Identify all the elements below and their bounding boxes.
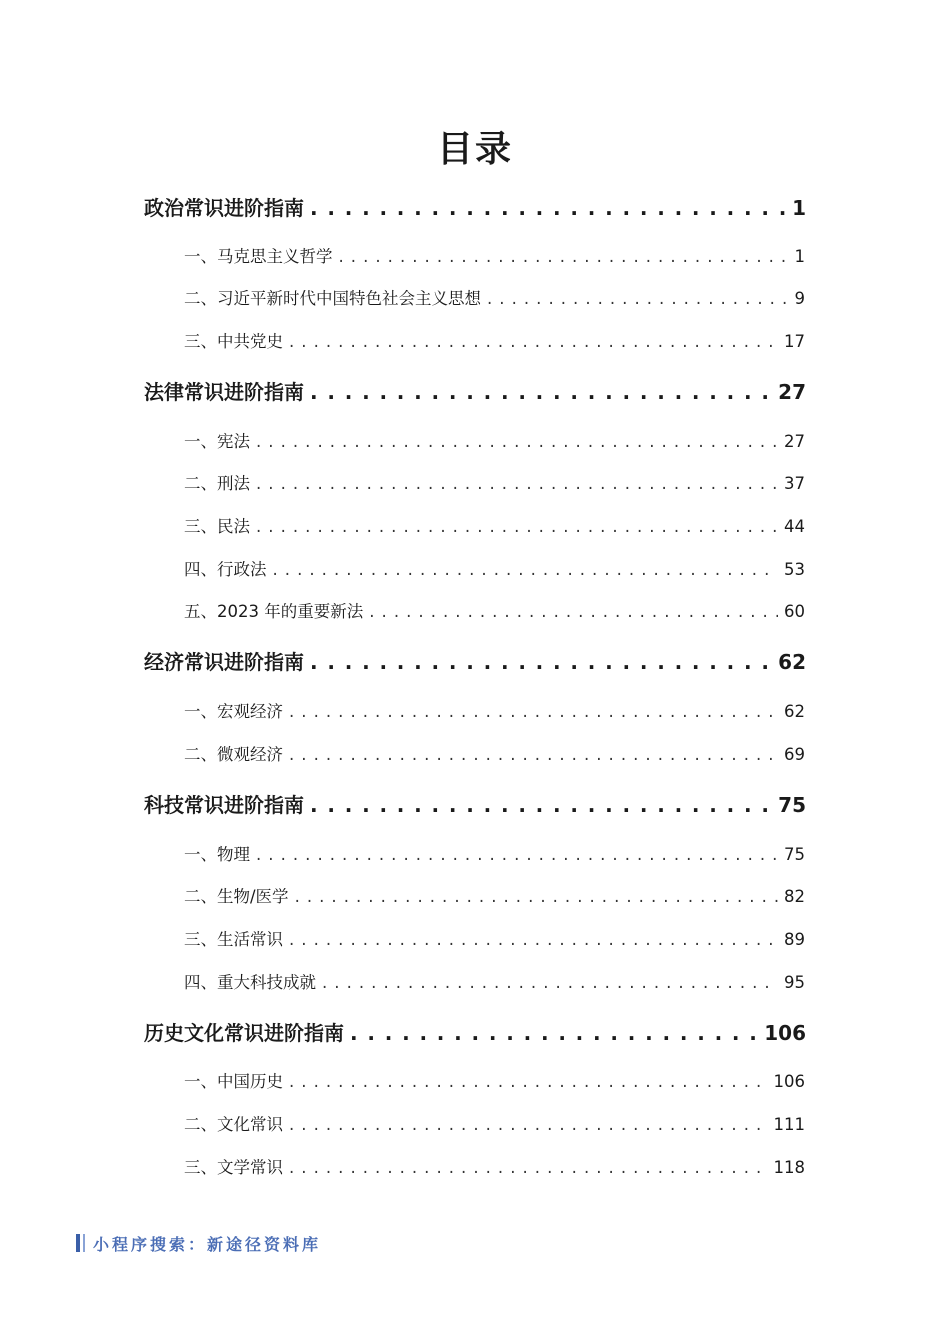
toc-leader-dots [295,883,778,911]
toc-leader-dots [350,1017,758,1049]
toc-entry-label: 政治常识进阶指南 [144,196,304,220]
toc-page-number: 106 [773,1072,805,1091]
toc-page-number: 1 [794,247,805,266]
toc-entry-label: 二、刑法 [184,474,250,493]
toc-sub-entry[interactable] [184,513,805,541]
toc-section-entry[interactable] [144,376,806,408]
toc-entry-label: 法律常识进阶指南 [144,380,304,404]
toc-leader-dots [310,646,772,678]
toc-page-number: 62 [784,702,805,721]
toc-page-number: 27 [784,432,805,451]
toc-leader-dots [487,285,789,313]
toc-sub-entry[interactable] [184,741,805,769]
toc-leader-dots [369,598,778,626]
toc-page-number: 118 [773,1158,805,1177]
page-title: 目录 [436,129,513,170]
toc-leader-dots [256,470,778,498]
toc-entry-label: 三、中共党史 [184,332,283,351]
toc-page-number: 1 [792,196,806,220]
toc-entry-label: 三、民法 [184,517,250,536]
toc-page-number: 75 [778,793,806,817]
toc-leader-dots [289,1154,768,1182]
toc-sub-entry[interactable] [184,1154,805,1182]
toc-sub-entry[interactable] [184,969,805,997]
toc-leader-dots [339,243,789,271]
toc-leader-dots [322,969,778,997]
toc-leader-dots [310,192,786,224]
toc-section-entry[interactable] [144,646,806,678]
toc-section-entry[interactable] [144,789,806,821]
toc-sub-entry[interactable] [184,428,805,456]
toc-page-number: 89 [784,930,805,949]
toc-entry-label: 三、生活常识 [184,930,283,949]
toc-leader-dots [310,376,772,408]
toc-sub-entry[interactable] [184,841,805,869]
toc-page-number: 106 [764,1021,806,1045]
toc-leader-dots [289,741,778,769]
toc-page-number: 95 [784,973,805,992]
toc-entry-label: 五、2023 年的重要新法 [184,602,364,621]
toc-page-number: 75 [784,845,805,864]
toc-entry-label: 一、物理 [184,845,250,864]
toc-entry-label: 二、微观经济 [184,745,283,764]
toc-leader-dots [256,428,778,456]
toc-sub-entry[interactable] [184,598,805,626]
toc-page-number: 17 [784,332,805,351]
toc-sub-entry[interactable] [184,328,805,356]
toc-entry-label: 三、文学常识 [184,1158,283,1177]
toc-leader-dots [289,698,778,726]
toc-sub-entry[interactable] [184,243,805,271]
toc-page-number: 27 [778,380,806,404]
toc-page-number: 37 [784,474,805,493]
toc-leader-dots [289,328,778,356]
toc-entry-label: 历史文化常识进阶指南 [144,1021,344,1045]
toc-entry-label: 二、生物/医学 [184,887,289,906]
toc-page-number: 9 [794,289,805,308]
toc-sub-entry[interactable] [184,285,805,313]
toc-section-entry[interactable] [144,1017,806,1049]
toc-entry-label: 二、习近平新时代中国特色社会主义思想 [184,289,481,308]
toc-page-number: 44 [784,517,805,536]
toc-entry-label: 一、马克思主义哲学 [184,247,333,266]
toc-sub-entry[interactable] [184,470,805,498]
toc-leader-dots [289,1068,768,1096]
toc-entry-label: 一、宏观经济 [184,702,283,721]
toc-page-number: 111 [773,1115,805,1134]
footer-accent-bar-icon [76,1234,80,1252]
toc-sub-entry[interactable] [184,556,805,584]
toc-sub-entry[interactable] [184,1111,805,1139]
footer-banner [76,1232,321,1254]
toc-leader-dots [310,789,772,821]
toc-page-number: 62 [778,650,806,674]
toc-page-number: 60 [784,602,805,621]
footer-accent-bar-thin-icon [83,1234,85,1252]
toc-entry-label: 二、文化常识 [184,1115,283,1134]
toc-leader-dots [256,513,778,541]
toc-leader-dots [289,1111,768,1139]
toc-page-number: 69 [784,745,805,764]
toc-section-entry[interactable] [144,192,806,224]
toc-leader-dots [273,556,779,584]
toc-page-number: 53 [784,560,805,579]
toc-leader-dots [289,926,778,954]
toc-leader-dots [256,841,778,869]
footer-text: 小程序搜索：新途径资料库 [93,1234,322,1254]
toc-entry-label: 经济常识进阶指南 [144,650,304,674]
toc-sub-entry[interactable] [184,1068,805,1096]
toc-entry-label: 一、中国历史 [184,1072,283,1091]
toc-entry-label: 科技常识进阶指南 [144,793,304,817]
toc-entry-label: 一、宪法 [184,432,250,451]
toc-entry-label: 四、行政法 [184,560,267,579]
toc-sub-entry[interactable] [184,698,805,726]
toc-sub-entry[interactable] [184,926,805,954]
toc-entry-label: 四、重大科技成就 [184,973,316,992]
toc-sub-entry[interactable] [184,883,805,911]
toc-page-number: 82 [784,887,805,906]
